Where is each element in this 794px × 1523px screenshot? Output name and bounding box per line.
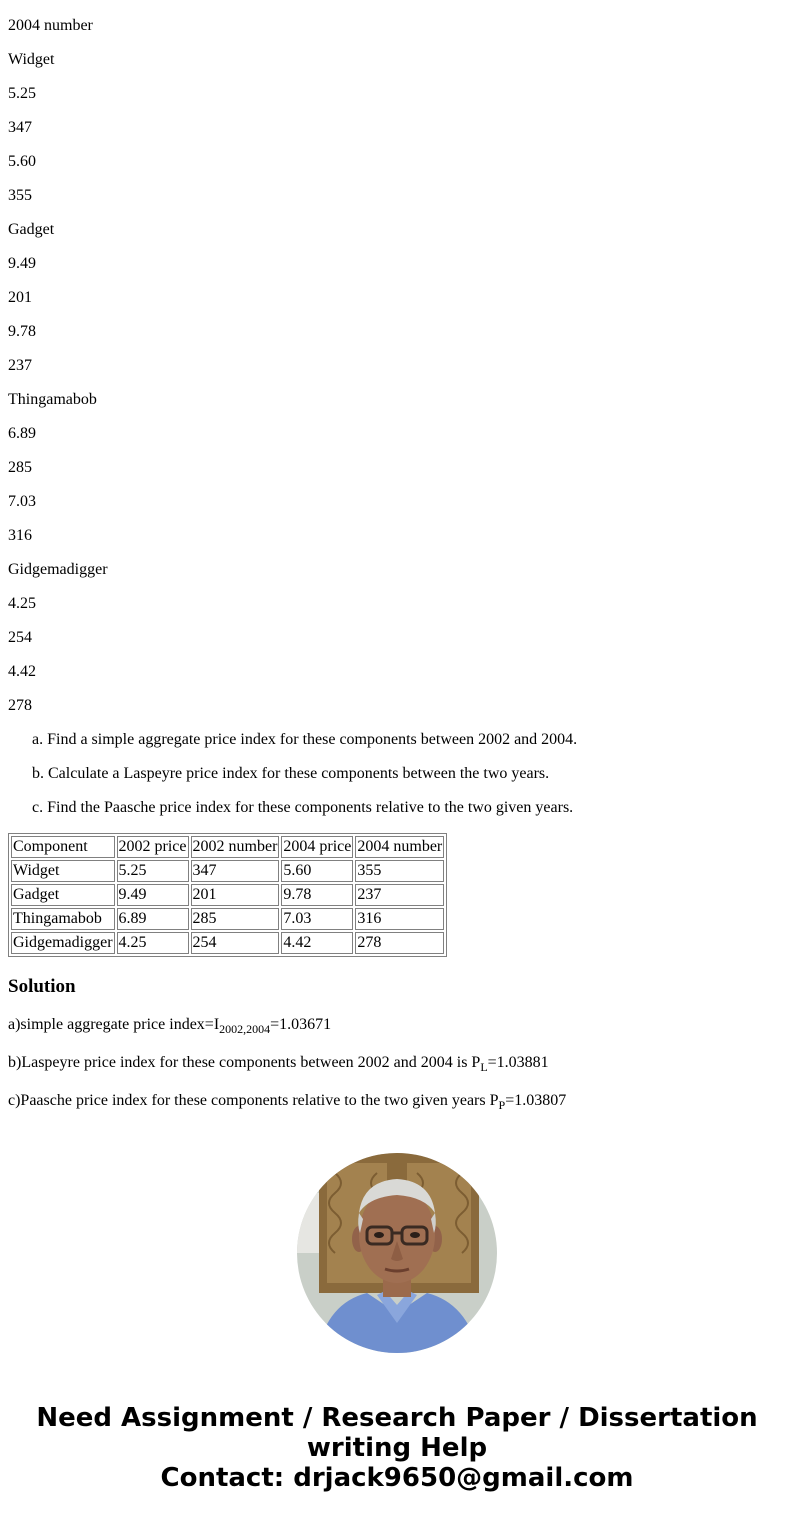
text-line: 278: [8, 697, 32, 714]
solution-b-value: =1.03881: [487, 1054, 549, 1071]
table-cell: 355: [355, 860, 444, 882]
table-cell: 9.78: [281, 884, 353, 906]
text-line: Thingamabob: [8, 391, 97, 408]
promo-banner: [0, 1403, 794, 1493]
table-row: [11, 884, 444, 906]
solution-b: [8, 1054, 786, 1072]
text-line: 2004 number: [8, 17, 93, 34]
question-list: [8, 731, 786, 817]
table-cell: 201: [191, 884, 280, 906]
table-header-cell: 2004 price: [281, 836, 353, 858]
table-row: [11, 932, 444, 954]
table-cell: 278: [355, 932, 444, 954]
solution-c-value: =1.03807: [505, 1092, 567, 1109]
table-header-cell: Component: [11, 836, 115, 858]
solution-b-subscript: L: [480, 1060, 488, 1074]
solution-heading: Solution: [8, 976, 76, 997]
solution-a-subscript: 2002,2004: [219, 1022, 271, 1036]
table-cell: Thingamabob: [11, 908, 115, 930]
table-cell: 5.25: [117, 860, 189, 882]
table-cell: 347: [191, 860, 280, 882]
table-header-cell: 2002 price: [117, 836, 189, 858]
table-row: [11, 908, 444, 930]
text-line: 237: [8, 357, 32, 374]
text-line: 6.89: [8, 425, 36, 442]
solution-c-text: c)Paasche price index for these components relative to the two given years P: [8, 1092, 499, 1109]
solution-a-text: a)simple aggregate price index=I: [8, 1016, 220, 1033]
promo-contact: Contact: drjack9650@gmail.com: [160, 1463, 634, 1493]
table-cell: Gadget: [11, 884, 115, 906]
text-line: 355: [8, 187, 32, 204]
document-body: [8, 0, 786, 1130]
text-line: 4.25: [8, 595, 36, 612]
table-cell: 285: [191, 908, 280, 930]
table-cell: 7.03: [281, 908, 353, 930]
table-cell: 6.89: [117, 908, 189, 930]
text-line: 9.49: [8, 255, 36, 272]
author-avatar: [297, 1153, 497, 1353]
portrait-image: [297, 1153, 497, 1353]
text-line: 5.60: [8, 153, 36, 170]
solution-a: [8, 1016, 786, 1034]
table-cell: 5.60: [281, 860, 353, 882]
promo-line: writing Help: [306, 1433, 488, 1463]
text-line: Gidgemadigger: [8, 561, 108, 578]
solution-a-value: =1.03671: [270, 1016, 332, 1033]
text-line: 201: [8, 289, 32, 306]
table-cell: 316: [355, 908, 444, 930]
solution-c: [8, 1092, 786, 1110]
table-cell: 4.25: [117, 932, 189, 954]
question-b: b. Calculate a Laspeyre price index for these components between the two years.: [32, 765, 550, 782]
solution-c-subscript: P: [498, 1098, 506, 1112]
table-header-row: [11, 836, 444, 858]
table-row: [11, 860, 444, 882]
text-line: [8, 0, 786, 1]
table-header-cell: 2004 number: [355, 836, 444, 858]
table-cell: 237: [355, 884, 444, 906]
price-table: [8, 833, 447, 957]
text-line: Gadget: [8, 221, 55, 238]
table-header-cell: 2002 number: [191, 836, 280, 858]
solution-b-text: b)Laspeyre price index for these components between 2002 and 2004 is P: [8, 1054, 481, 1071]
question-a: a. Find a simple aggregate price index for these components between 2002 and 2004.: [32, 731, 578, 748]
table-cell: Widget: [11, 860, 115, 882]
text-line: 347: [8, 119, 32, 136]
promo-line: Need Assignment / Research Paper / Dissertation: [36, 1403, 758, 1433]
text-line: 9.78: [8, 323, 36, 340]
text-line: 254: [8, 629, 32, 646]
text-line: 7.03: [8, 493, 36, 510]
question-c: c. Find the Paasche price index for these components relative to the two given years.: [32, 799, 574, 816]
table-cell: 4.42: [281, 932, 353, 954]
table-cell: Gidgemadigger: [11, 932, 115, 954]
text-line: 285: [8, 459, 32, 476]
table-cell: 9.49: [117, 884, 189, 906]
text-line: 4.42: [8, 663, 36, 680]
text-line: 316: [8, 527, 32, 544]
text-line: 5.25: [8, 85, 36, 102]
text-line: Widget: [8, 51, 55, 68]
table-cell: 254: [191, 932, 280, 954]
